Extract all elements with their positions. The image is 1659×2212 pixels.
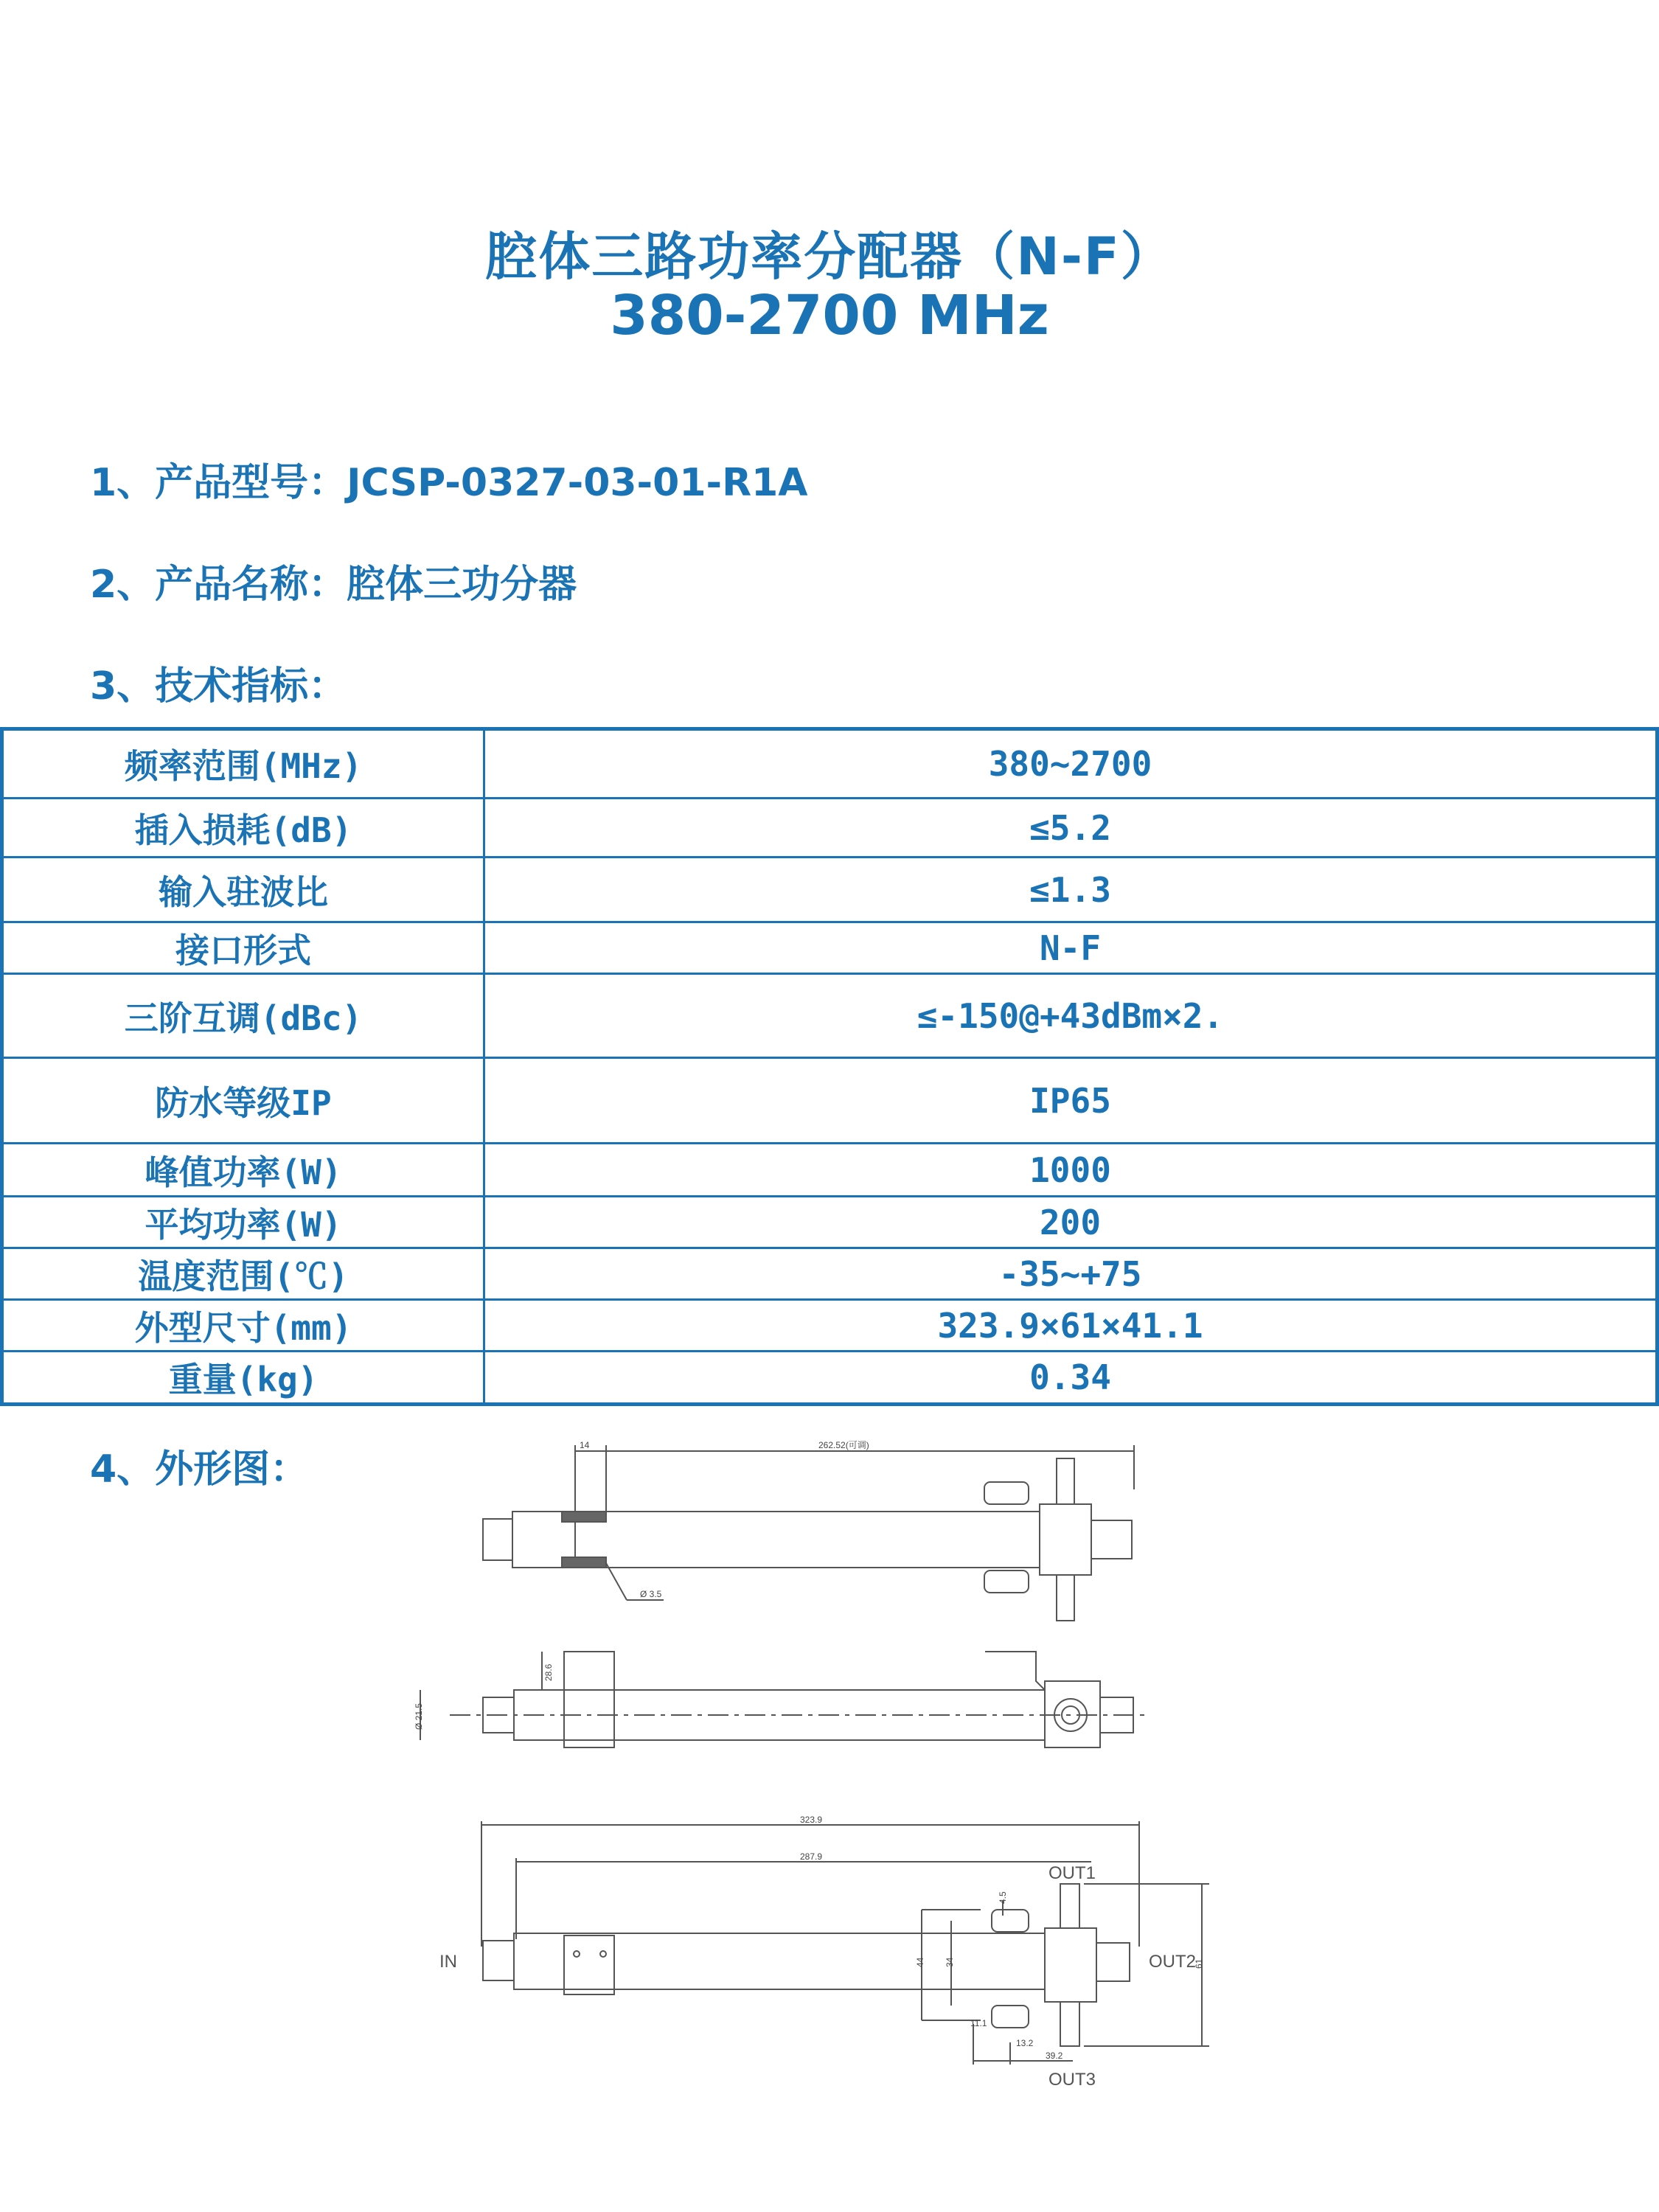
spec-label: 频率范围(MHz) [2,729,484,799]
port-out1-label: OUT1 [1048,1863,1096,1883]
bottom-view [481,1821,1209,2065]
spec-label: 插入损耗(dB) [2,799,484,858]
top-view [483,1445,1134,1621]
spec-label: 温度范围(℃) [2,1248,484,1300]
section-outline: 4、外形图： [90,1447,309,1492]
dim-4-5: 4.5 [998,1891,1008,1904]
spec-value: 0.34 [484,1352,1658,1405]
spec-label: 输入驻波比 [2,858,484,922]
dim-61: 61 [1194,1958,1204,1969]
spec-value: ≤-150@+43dBm×2. [484,974,1658,1058]
frequency-subtitle: 380-2700 MHz [610,284,1049,347]
spec-label: 平均功率(W) [2,1197,484,1248]
side-view [420,1652,1150,1747]
spec-label: 三阶互调(dBc) [2,974,484,1058]
dim-14: 14 [580,1440,590,1450]
spec-label: 接口形式 [2,922,484,974]
dim-44: 44 [915,1957,925,1967]
spec-label: 重量(kg) [2,1352,484,1405]
spec-value: 1000 [484,1144,1658,1197]
dim-inner: 287.9 [800,1851,823,1862]
dim-hole: Ø 3.5 [640,1589,662,1599]
dim-length: 262.52(可调) [818,1440,869,1450]
spec-label: 外型尺寸(mm) [2,1300,484,1352]
port-out3-label: OUT3 [1048,2070,1096,2090]
spec-value: ≤5.2 [484,799,1658,858]
spec-value: N-F [484,922,1658,974]
spec-value: 380~2700 [484,729,1658,799]
dim-11-1: 11.1 [970,2018,987,2028]
dim-34: 34 [945,1957,955,1967]
dim-13-2: 13.2 [1016,2038,1034,2048]
spec-label: 峰值功率(W) [2,1144,484,1197]
spec-value: IP65 [484,1058,1658,1144]
dim-dia: Ø 21.5 [414,1703,424,1730]
spec-value: ≤1.3 [484,858,1658,922]
spec-value: 323.9×61×41.1 [484,1300,1658,1352]
spec-value: -35~+75 [484,1248,1658,1300]
section-model: 1、产品型号：JCSP-0327-03-01-R1A [90,461,808,505]
section-specs: 3、技术指标： [90,664,347,709]
dim-height: 28.6 [543,1663,554,1681]
port-out2-label: OUT2 [1149,1952,1197,1972]
dim-total: 323.9 [800,1815,823,1825]
page-title: 腔体三路功率分配器（N-F） [485,226,1174,287]
dim-39-2: 39.2 [1046,2051,1063,2061]
spec-label: 防水等级IP [2,1058,484,1144]
section-name: 2、产品名称：腔体三功分器 [90,563,577,607]
port-in-label: IN [439,1952,457,1972]
spec-value: 200 [484,1197,1658,1248]
